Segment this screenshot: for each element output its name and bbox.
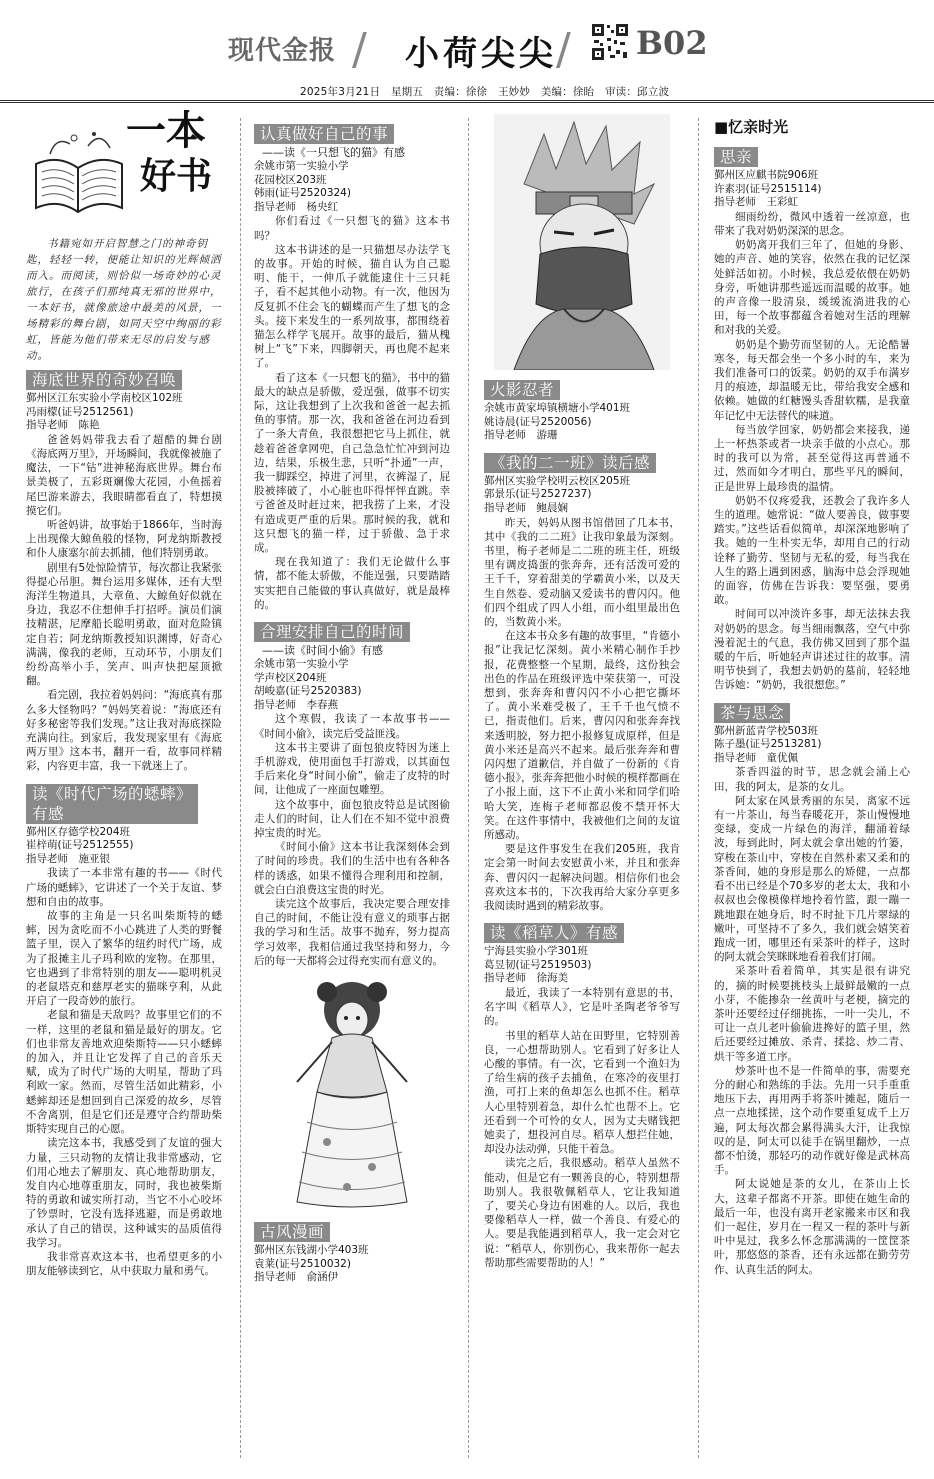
artwork-school: 余姚市黄家埠镇横塘小学401班 — [484, 402, 631, 414]
article-paragraph: 看完剧，我拉着妈妈问：“海底真有那么多大怪物吗？”妈妈笑着说：“海底还有好多秘密等我们发现。”这让我对海底探险充满向往。到家后，我发现家里有《海底两万里》这本书，翻开一看，故事同样精彩，内容更丰富，我一下就迷上了。 — [26, 689, 222, 773]
masthead-divider: / — [556, 24, 571, 75]
column-4 — [714, 110, 910, 1472]
article-author: 许素羽(证号2515114) — [714, 182, 822, 195]
masthead-rule — [0, 100, 934, 103]
article-paragraph: 这本书讲述的是一只猫想尽办法学飞的故事。开始的时候，猫自认为自己聪明、能干，一伸爪子就能逮住十三只耗子，看不起其他小动物。有一次，他因为反复抓不住会飞的蝴蝶而产生了想飞的念头。接下来发生的一系列故事，都围绕着猫怎么样学飞展开。故事的最后，猫从槐树上“飞”下来，四脚朝天，再也爬不起来了。 — [254, 243, 450, 370]
article-paragraph: 这本书主要讲了面包狼皮特因为迷上手机游戏，使用面包手打游戏，以其面包手后来化身“时间小偷”，偷走了皮特的时间，让他成了一座面包雕塑。 — [254, 741, 450, 797]
article-title: 思亲 — [714, 147, 758, 167]
page-number: B02 — [636, 24, 708, 62]
article-paragraph: 昨天，妈妈从图书馆借回了几本书，其中《我的二二班》让我印象最为深刻。书里，梅子老师是二二班的班主任，班级里有调皮捣蛋的张奔奔，还有活泼可爱的王千千，穿着甜美的学霸黄小米，以及天生自然卷、爱动脑又爱读书的曹闪闪。他们四个组成了四人小组，而小组里最出色的，当数黄小米。 — [484, 516, 680, 628]
article-paragraph: 我读了一本非常有趣的书——《时代广场的蟋蟀》，它讲述了一个关于友谊、梦想和自由的故事。 — [26, 867, 222, 908]
article-school: 鄞州区存德学校204班 — [26, 825, 131, 838]
section-label: ■忆亲时光 — [714, 118, 789, 136]
article-paragraph: 老鼠和猫是天敌吗？故事里它们的不一样，这里的老鼠和猫是最好的朋友。它们也非常友善地欢迎柴斯特——只小蟋蟀的加入，并且让它发挥了自己的音乐天赋，成为了时代广场的大明星，帮助了玛利欧一家。然而，尽管生活如此精彩，小蟋蟀却还是想回到自己深爱的故乡，尽管不舍离别，但是它们还是遵守合约帮助柴斯特实现自己的心愿。 — [26, 1009, 222, 1136]
article-author: 陈子墨(证号2513281) — [714, 738, 822, 751]
article-paragraph: 剧里有5处惊险情节，每次都让我紧张得提心吊胆。舞台运用多媒体，还有大型海洋生物道具，大章鱼、大鲸鱼好似就在身边，我忍不住想伸手打招呼。演员们演技精湛，尼摩船长聪明勇敢，面对危险镇定自若；阿龙纳斯教授知识渊博，好奇心满满，像我的老师，互动环节，小朋友们纷纷高举小手，笑声、叫声快把屋顶掀翻。 — [26, 561, 222, 688]
article-teacher: 指导老师 鲍晨娴 — [484, 501, 568, 514]
article-school: 余姚市第一实验小学 — [254, 658, 349, 671]
article-paragraph: 现在我知道了：我们无论做什么事情，都不能太骄傲，不能逞强，只要踏踏实实把自己能做的事认真做好，就是最棒的。 — [254, 556, 450, 611]
article-school: 余姚市第一实验小学 — [254, 160, 349, 172]
naruto-sketch-drawing — [494, 114, 670, 370]
column-name: 小荷尖尖 — [405, 34, 557, 74]
article-paragraph: 最近，我读了一本特别有意思的书，名字叫《稻草人》，它是叶圣陶老爷爷写的。 — [484, 987, 680, 1028]
column-separator — [240, 118, 241, 1458]
article-paragraph: 在这本书众多有趣的故事里，“肯德小报”让我记忆深刻。黄小米精心制作手抄报，花费整整一个星期，最终，这份独会出色的作品在班级评选中荣获第一，可没想到，张奔奔和曹闪闪不小心把它撕坏了。黄小米难受极了，王千千也气愤不已，指责他们。后来，曹闪闪和张奔奔找来透明胶，努力把小报修复成原样，但是黄小米还是高兴不起来。最后张奔奔和曹闪闪想了道歉信，并自做了一份新的《肯德小报》，张奔奔把他小时候的模样都画在了小报上面，这下不止黄小米和同学们哈哈大笑，连梅子老师都忍俊不禁开怀大笑。在这件事情中，我被他们之间的友谊所感动。 — [484, 630, 680, 842]
article-teacher: 指导老师 施亚银 — [26, 852, 110, 865]
artwork-teacher: 指导老师 游珊 — [484, 429, 558, 442]
article-subtitle: ——读《一只想飞的猫》有感 — [262, 146, 405, 159]
article-teacher: 指导老师 李春燕 — [254, 698, 338, 711]
article-author: 郭景乐(证号2527237) — [484, 488, 592, 501]
feature-header — [26, 110, 222, 230]
article-title-line1: 读《时代广场的蟋蟀》 — [32, 784, 193, 803]
column-2 — [254, 110, 450, 1472]
article-teacher: 指导老师 徐海美 — [484, 972, 568, 985]
article-campus: 学声校区204班 — [254, 671, 327, 684]
feature-title-line1: 一本 — [126, 110, 206, 154]
article-paragraph: 阿太说她是茶的女儿，在茶山上长大，这辈子都离不开茶。即使在她生命的最后一年，也没有离开老家搬来市区和我们一起住，岁月在一程又一程的茶叶与新叶中晃过，我多么怀念那满满的一筐筐茶叶，那悠悠的茶香，还有永远都在勤劳劳作、认真生活的阿太。 — [714, 1178, 910, 1276]
article-author: 崔梓萌(证号2512555) — [26, 839, 134, 852]
artwork-school: 鄞州区东钱湖小学403班 — [254, 1244, 369, 1257]
feature-title-line2: 好书 — [140, 155, 213, 197]
column-1 — [26, 110, 222, 1472]
article-school: 鄞州区实验学校明云校区205班 — [484, 474, 631, 487]
article-subtitle: ——读《时间小偷》有感 — [262, 644, 383, 658]
article-paragraph: 时间可以冲淡许多事，却无法抹去我对奶奶的思念。每当细雨飘落，空气中弥漫着泥土的气息，我仿佛又回到了那个温暖的午后，听她轻声讲述过往的故事。清明节快到了，我想去奶奶的墓前，轻轻地告诉她：“奶奶，我很想您。” — [714, 608, 910, 692]
article-school: 宁海县实验小学301班 — [484, 945, 589, 958]
artwork-teacher: 指导老师 俞涵伊 — [254, 1271, 338, 1284]
column-separator — [698, 118, 699, 1458]
column-3 — [484, 110, 680, 1472]
article-teacher: 指导老师 杨央红 — [254, 200, 338, 213]
article-school: 鄞州区应麒书院906班 — [714, 169, 819, 181]
article-paragraph: 爸爸妈妈带我去看了超酷的舞台剧《海底两万里》，开场瞬间，我就像被施了魔法，一下“钻”进神秘海底世界。舞台布景美极了，五彩斑斓像大花园，小鱼摇着尾巴游来游去，我眼睛都看直了，特想摸摸它们。 — [26, 433, 222, 517]
article-paragraph: 要是这件事发生在我们205班，我肯定会第一时间去安慰黄小米，并且和张奔奔、曹闪闪一起解决问题。相信你们也会喜欢这本书的，下次我再给大家分享更多我阅读时遇到的精彩故事。 — [484, 843, 680, 913]
article-school: 鄞州区江东实验小学南校区102班 — [26, 392, 183, 404]
article-teacher: 指导老师 王彩虹 — [714, 196, 798, 209]
artwork-title: 火影忍者 — [484, 380, 560, 400]
article-paragraph: 《时间小偷》这本书让我深刻体会到了时间的珍贵。我们的生活中也有各种各样的诱惑，如果不懂得合理利用和控制，就会白白浪费这宝贵的时光。 — [254, 841, 450, 896]
article-paragraph: 每当放学回家，奶奶都会来接我，递上一杯热茶或者一块亲手做的小点心。那时的我可以为常，甚至觉得这再普通不过，然而如今才明白，那些平凡的瞬间，正是世界上最珍贵的温情。 — [714, 423, 910, 493]
feature-intro: 书籍宛如开启智慧之门的神奇钥匙，轻轻一转，便能让知识的光辉倾洒而入。而阅读，则恰似一场奇妙的心灵旅行，在孩子们那纯真无邪的世界中，一本好书，就像旅途中最美的风景，一场精彩的舞台剧，如同天空中绚丽的彩虹，皆能为他们带来无尽的启发与感动。 — [26, 238, 222, 362]
artwork-author: 袁莱(证号2510032) — [254, 1257, 351, 1270]
article-author: 韩雨(证号2520324) — [254, 187, 351, 200]
masthead — [0, 0, 934, 98]
article-title: 读《稻草人》有感 — [484, 923, 624, 943]
article-author: 葛昱韧(证号2519503) — [484, 958, 592, 971]
date-editor-line: 2025年3月21日 星期五 责编：徐徐 王妙妙 美编：徐眙 审读：邱立波 — [300, 86, 670, 98]
article-paragraph: 这个寒假，我读了一本故事书——《时间小偷》，读完后受益匪浅。 — [254, 713, 450, 740]
article-title: 合理安排自己的时间 — [254, 622, 410, 642]
ancient-style-girl-drawing — [277, 972, 427, 1212]
article-school: 鄞州新蓝青学校503班 — [714, 724, 819, 737]
article-teacher: 指导老师 陈艳 — [26, 419, 100, 432]
article-author: 冯雨檬(证号2512561) — [26, 405, 134, 418]
article-title: 茶与思念 — [714, 703, 790, 723]
article-title: 《我的二一班》读后感 — [484, 453, 656, 473]
article-paragraph: 你们看过《一只想飞的猫》这本书吗？ — [254, 215, 450, 242]
open-book-icon — [30, 124, 128, 222]
article-paragraph: 茶香四溢的时节，思念就会涌上心田，我的阿太，是茶的女儿。 — [714, 766, 910, 793]
artwork-author: 姚诗晨(证号2520056) — [484, 415, 592, 428]
article-campus: 花园校区203班 — [254, 173, 327, 186]
article-paragraph: 看了这本《一只想飞的猫》，书中的猫最大的缺点是骄傲，爱逞强，做事不切实际，这让我想到了上次我和爸爸一起去抓鱼的事情。那一次，我和爸爸在河边看到了一条大青鱼，我很想把它马上抓住，就趁着爸爸拿网兜，自己急急忙忙冲到河边边，结果，乐极生悲，只听“扑通”一声，我一脚踩空，掉进了河里，衣裤湿了，屁股被摔破了，小心脏也吓得怦怦直跳。幸亏爸爸及时赶过来，把我捞了上来，才没有造成更严重的后果。那时候的我，就和这只想飞的猫一样，过于骄傲、急于求成。 — [254, 371, 450, 555]
qr-code-icon — [590, 22, 630, 62]
artwork-title: 古风漫画 — [254, 1222, 330, 1242]
article-title-line2: 有感 — [32, 804, 65, 823]
column-separator — [468, 118, 469, 1458]
article-paragraph: 采茶叶看着简单，其实是很有讲究的，摘的时候要挑枝头上最鲜最嫩的一点小芽，不能掺杂一丝黄叶与老梗，摘完的茶叶还要经过仔细挑拣，一叶一尖儿，不可让一点儿老叶偷偷进搀好的篮子里，然后还要经过摊放、杀青、揉捻、炒二青、烘干等多道工序。 — [714, 965, 910, 1063]
article-paragraph: 奶奶不仅疼爱我，还教会了我许多人生的道理。她常说：“做人要善良，做事要踏实。”这些话看似简单，却深深地影响了我。她的一生朴实无华，却用自己的行动诠释了勤劳、坚韧与无私的爱，每当我在人生的路上遇到困惑，脑海中总会浮现她的面容，仿佛在告诉我：要坚强，要勇敢。 — [714, 494, 910, 607]
article-paragraph: 这个故事中，面包狼皮特总是试图偷走人们的时间，让人们在不知不觉中浪费掉宝贵的时光。 — [254, 798, 450, 840]
article-teacher: 指导老师 童优佩 — [714, 751, 798, 764]
article-paragraph: 听爸妈讲，故事始于1866年，当时海上出现像大鲸鱼般的怪物，阿龙纳斯教授和仆人康塞尔前去抓捕，他们特别勇敢。 — [26, 519, 222, 560]
article-paragraph: 我非常喜欢这本书，也希望更多的小朋友能够读到它，从中获取力量和勇气。 — [26, 1250, 222, 1278]
masthead-divider: / — [352, 24, 367, 75]
article-paragraph: 阿太家在风景秀丽的东吴，离家不远有一片茶山，每当春暖花开，茶山慢慢地变绿，变成一片绿色的海洋，翻涌着绿波，每到此时，阿太就会拿出她的竹篓，穿梭在茶山中，穿梭在自然朴素又柔和的茶香间，她的身形是那么的矫健，一点都看不出已经是个70多岁的老太太，我和小叔叔也会像模像样地拎着竹篮，跟一蹦一跳地跟在她身后，时不时扯下几片翠绿的嫩叶，可坚持不了多久，我们就会嬉笑着跑成一团，哪里还有采茶叶的样子，这时的阿太就会笑眯眯地看着我们打闹。 — [714, 794, 910, 964]
article-paragraph: 读完这个故事后，我决定要合理安排自己的时间，不能让没有意义的琐事占据我的学习和生活。故事不抛弃，努力提高学习效率，我相信通过我坚持和努力，今后的每一天都将会过得充实而有意义的。 — [254, 898, 450, 967]
article-paragraph: 故事的主角是一只名叫柴斯特的蟋蟀，因为贪吃而不小心跳进了人类的野餐篮子里，误入了繁华的纽约时代广场，成为了报摊主儿子玛利欧的宠物。在那里，它也遇到了非常特别的朋友——聪明机灵的老鼠塔克和慈厚老实的猫咪亨利，从此开启了一段奇妙的旅行。 — [26, 910, 222, 1008]
article-paragraph: 奶奶是个勤劳而坚韧的人。无论酷暑寒冬，每天都会坐一个多小时的车，来为我们准备可口的饭菜。奶奶的双手布满岁月的痕迹，却温暖无比，带给我安全感和依赖。她做的红糖馒头香甜软糯，是我童年记忆中无法替代的味道。 — [714, 338, 910, 422]
article-author: 胡峻嘉(证号2520383) — [254, 685, 362, 698]
article-paragraph: 细雨纷纷，微风中透着一丝凉意，也带来了我对奶奶深深的思念。 — [714, 210, 910, 237]
article-title: 认真做好自己的事 — [254, 124, 394, 144]
article-paragraph: 炒茶叶也不是一件简单的事，需要充分的耐心和熟练的手法。先用一只手重重地压下去，再用两手将茶叶摊起，随后一点一点地揉搓，这个动作要重复成千上万遍，阿太每次都会累得满头大汗，让我惊叹的是，阿太可以徒手在锅里翻炒，一点都不怕烫，那轻巧的动作就好像是武林高手。 — [714, 1064, 910, 1177]
article-paragraph: 读完之后，我很感动。稻草人虽然不能动，但是它有一颗善良的心，特别想帮助别人。我很敬佩稻草人，它让我知道了，要关心身边有困难的人。以后，我也要像稻草人一样，做一个善良、有爱心的人。要是我能遇到稻草人，我一定会对它说：“稻草人，你别伤心，我来帮你一起去帮助那些需要帮助的人！” — [484, 1157, 680, 1269]
article-title — [26, 784, 198, 824]
article-paragraph: 读完这本书，我感受到了友谊的强大力量，三只动物的友情让我非常感动，它们用心地去了解朋友、真心地帮助朋友，发自内心地尊重朋友，同时，我也被柴斯特的勇敢和诚实所打动，当它不小心咬坏了钞票时，它没有选择逃避，而是勇敢地承认了自己的错误，这种诚实的品质值得我学习。 — [26, 1137, 222, 1249]
article-paragraph: 书里的稻草人站在田野里，它特别善良，一心想帮助别人。它看到了好多让人心酸的事情。有一次，它看到一个渔妇为了给生病的孩子去捕鱼，在寒冷的夜里打渔，可打上来的鱼却怎么也抓不住。稻草人心里特别着急，却什么忙也帮不上。它还看到一个可怜的女人，因为丈夫赌钱把她卖了，想投河自尽。稻草人想拦住她，却没办法动弹，只能干着急。 — [484, 1029, 680, 1156]
article-title: 海底世界的奇妙召唤 — [26, 370, 182, 390]
newspaper-brand: 现代金报 — [228, 36, 337, 66]
article-paragraph: 奶奶离开我们三年了，但她的身影、她的声音、她的笑容，依然在我的记忆深处鲜活如初。小时候，我总爱依偎在奶奶身旁，听她讲那些遥远而温暖的故事。她的声音像一股清泉，缓缓流淌进我的心田，每一个故事都蕴含着她对生活的理解和对我的关爱。 — [714, 239, 910, 337]
